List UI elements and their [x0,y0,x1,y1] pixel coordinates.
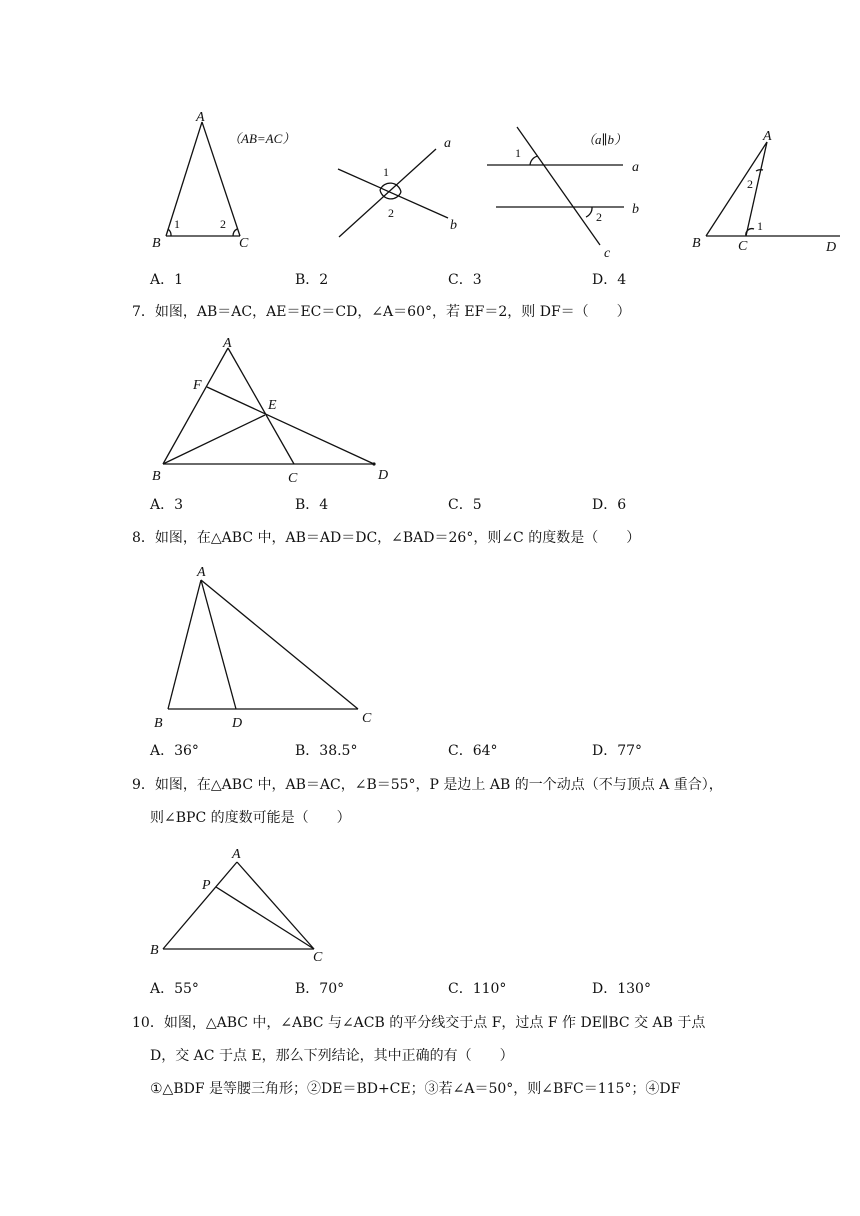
q8-label-A: A [197,565,206,580]
q6c-label-a: a [632,160,639,175]
q6c-label-c: c [604,246,611,261]
q6d-angle-1: 1 [757,219,763,233]
q6-option-a[interactable]: A．1 [150,272,184,288]
q7-label-D: D [378,468,389,483]
q7-option-a[interactable]: A．3 [150,497,184,513]
q8-label-D: D [232,716,243,731]
q8-label-C: C [362,711,372,726]
q9-option-b[interactable]: B．70° [295,981,345,997]
q8-option-d[interactable]: D．77° [592,743,643,759]
q6-option-d[interactable]: D．4 [592,272,627,288]
q6c-angle-1: 1 [515,146,521,160]
q6d-label-C: C [738,239,748,254]
q9-label-B: B [150,943,159,958]
q6a-label-A: A [196,110,205,125]
q6c-label-b: b [632,202,639,217]
q6d-label-B: B [692,236,701,251]
q9-label-P: P [202,878,211,893]
q6d-label-A: A [763,129,772,144]
q9-option-a[interactable]: A．55° [150,981,199,997]
q7-label-A: A [223,336,232,351]
q9-option-d[interactable]: D．130° [592,981,651,997]
q9-label-A: A [232,847,241,862]
q6a-angle-2: 2 [220,217,226,231]
q6a-angle-1: 1 [174,217,180,231]
q7-option-b[interactable]: B．4 [295,497,329,513]
q10-stem-line3: ①△BDF 是等腰三角形；②DE＝BD+CE；③若∠A＝50°，则∠BFC＝115°；④DF [150,1081,681,1097]
q7-label-B: B [152,469,161,484]
q7-label-C: C [288,471,298,486]
q6c-angle-2: 2 [596,210,602,224]
q6d-label-D: D [826,240,837,255]
q6b-angle-2: 2 [388,206,394,220]
q7-stem: 7．如图，AB＝AC，AE＝EC＝CD，∠A＝60°，若 EF＝2，则 DF＝（ ） [132,304,631,320]
q10-stem-line1: 10．如图，△ABC 中，∠ABC 与∠ACB 的平分线交于点 F，过点 F 作 DE∥BC 交 AB 于点 [132,1015,706,1031]
q10-stem-line2: D，交 AC 于点 E，那么下列结论，其中正确的有（ ） [150,1048,514,1064]
q9-option-c[interactable]: C．110° [448,981,507,997]
q8-option-b[interactable]: B．38.5° [295,743,358,759]
q6b-label-b: b [450,218,457,233]
q8-stem: 8．如图，在△ABC 中，AB＝AD＝DC，∠BAD＝26°，则∠C 的度数是（ ） [132,530,641,546]
q6a-label-C: C [239,236,249,251]
q7-label-E: E [268,398,277,413]
q6d-angle-2: 2 [747,177,753,191]
q6b-angle-1: 1 [383,165,389,179]
q7-option-c[interactable]: C．5 [448,497,482,513]
q6a-note: （AB=AC） [228,131,296,146]
q8-label-B: B [154,716,163,731]
q7-label-F: F [193,378,202,393]
q9-stem-line2: 则∠BPC 的度数可能是（ ） [150,810,351,826]
q6a-label-B: B [152,236,161,251]
q6-option-c[interactable]: C．3 [448,272,482,288]
q6b-label-a: a [444,136,451,151]
q7-option-d[interactable]: D．6 [592,497,627,513]
q6-option-b[interactable]: B．2 [295,272,329,288]
q8-option-a[interactable]: A．36° [150,743,199,759]
q9-label-C: C [313,950,323,965]
q8-option-c[interactable]: C．64° [448,743,498,759]
q6c-note: （a∥b） [582,132,628,147]
q9-stem-line1: 9．如图，在△ABC 中，AB＝AC，∠B＝55°，P 是边上 AB 的一个动点（不与顶点 A 重合）， [132,777,723,793]
